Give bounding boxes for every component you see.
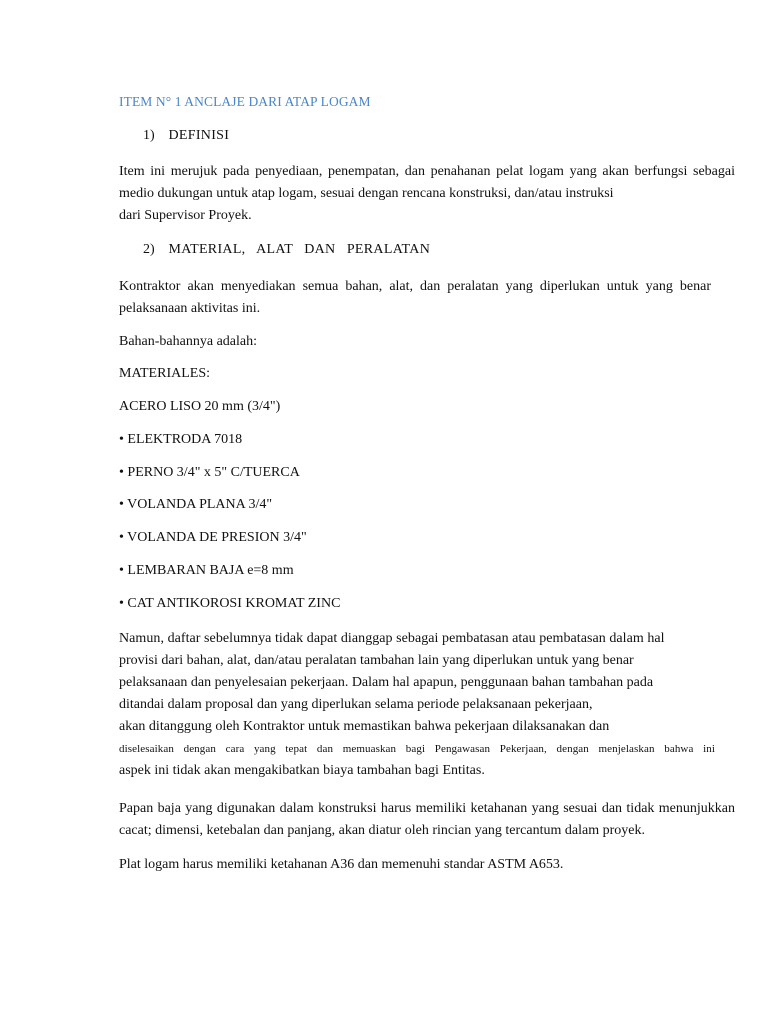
material-item: • VOLANDA DE PRESION 3/4"	[119, 530, 307, 545]
numbered-heading-material	[143, 242, 430, 258]
plate-paragraph: Plat logam harus memiliki ketahanan A36 dan memenuhi standar ASTM A653.	[119, 857, 564, 872]
paragraph-line: medio dukungan untuk atap logam, sesuai dengan rencana konstruksi, dan/atau instruksi	[119, 186, 614, 201]
numbered-heading-definisi	[143, 128, 229, 144]
contractor-paragraph	[119, 276, 711, 320]
paragraph-line: pelaksanaan aktivitas ini.	[119, 301, 261, 316]
materials-intro: Bahan-bahannya adalah:	[119, 334, 257, 349]
paragraph-line: Kontraktor akan menyediakan semua bahan, alat, dan peralatan yang diperlukan untuk yang benar	[119, 279, 711, 294]
heading-title: MATERIAL, ALAT DAN PERALATAN	[168, 242, 431, 257]
paragraph-line: Papan baja yang digunakan dalam konstruksi harus memiliki ketahanan yang sesuai dan tidak menunjukkan	[119, 801, 735, 816]
paragraph-line: provisi dari bahan, alat, dan/atau peralatan tambahan lain yang diperlukan untuk yang benar	[119, 653, 634, 668]
material-item: • CAT ANTIKOROSI KROMAT ZINC	[119, 596, 341, 611]
paragraph-line: Item ini merujuk pada penyediaan, penempatan, dan penahanan pelat logam yang akan berfungsi sebagai	[119, 164, 735, 179]
heading-number: 2)	[143, 242, 155, 257]
material-item: • VOLANDA PLANA 3/4"	[119, 497, 273, 512]
definition-paragraph	[119, 161, 735, 227]
paragraph-line: diselesaikan dengan cara yang tepat dan memuaskan bagi Pengawasan Pekerjaan, dengan menjelaskan bahwa ini	[119, 743, 715, 755]
paragraph-line: Namun, daftar sebelumnya tidak dapat dianggap sebagai pembatasan atau pembatasan dalam hal	[119, 631, 665, 646]
steel-paragraph	[119, 798, 735, 842]
paragraph-line: dari Supervisor Proyek.	[119, 208, 252, 223]
paragraph-line: cacat; dimensi, ketebalan dan panjang, akan diatur oleh rincian yang tercantum dalam proyek.	[119, 823, 645, 838]
paragraph-line: aspek ini tidak akan mengakibatkan biaya tambahan bagi Entitas.	[119, 763, 485, 778]
materials-title: MATERIALES:	[119, 366, 210, 381]
heading-number: 1)	[143, 128, 155, 143]
material-item: • ELEKTRODA 7018	[119, 432, 243, 447]
paragraph-line: akan ditanggung oleh Kontraktor untuk memastikan bahwa pekerjaan dilaksanakan dan	[119, 719, 610, 734]
heading-title: DEFINISI	[168, 128, 230, 143]
material-item: • PERNO 3/4" x 5" C/TUERCA	[119, 465, 300, 480]
note-paragraph	[119, 628, 735, 782]
paragraph-line: pelaksanaan dan penyelesaian pekerjaan. Dalam hal apapun, penggunaan bahan tambahan pada	[119, 675, 654, 690]
material-item: ACERO LISO 20 mm (3/4")	[119, 399, 281, 414]
material-item: • LEMBARAN BAJA e=8 mm	[119, 563, 294, 578]
section-heading: ITEM N° 1 ANCLAJE DARI ATAP LOGAM	[119, 94, 371, 109]
paragraph-line: ditandai dalam proposal dan yang diperlukan selama periode pelaksanaan pekerjaan,	[119, 697, 593, 712]
